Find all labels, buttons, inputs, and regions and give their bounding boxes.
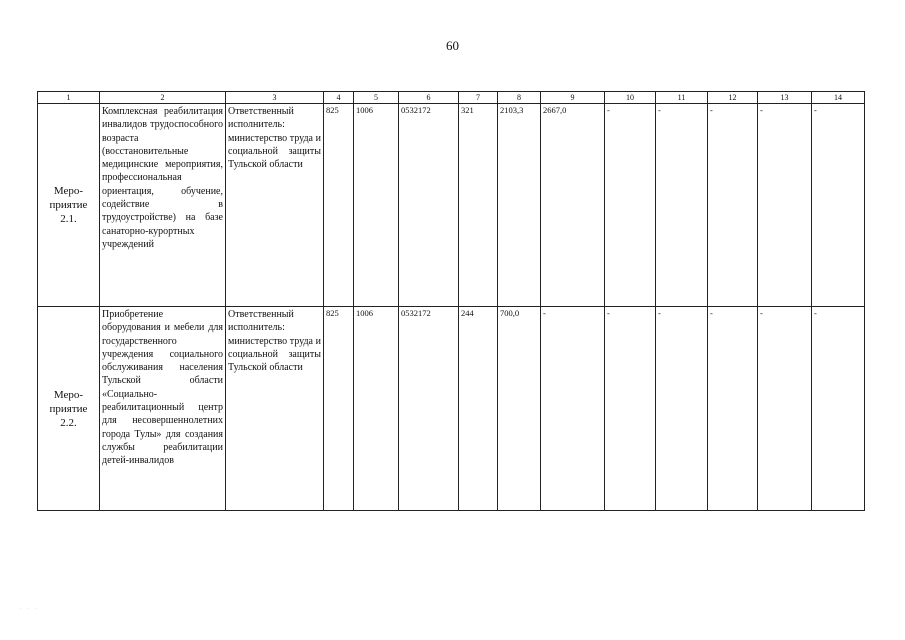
grbs-code: 825 <box>324 104 354 307</box>
column-header: 4 <box>324 92 354 104</box>
event-label-line: Меро- <box>53 185 84 197</box>
value-cell: - <box>758 104 812 307</box>
column-header: 6 <box>399 92 459 104</box>
event-label-line: приятие <box>49 402 88 415</box>
column-header: 13 <box>758 92 812 104</box>
event-label-line: 2.1. <box>60 213 77 225</box>
value-cell: - <box>812 307 865 511</box>
csr-code: 0532172 <box>399 307 459 511</box>
csr-code: 0532172 <box>399 104 459 307</box>
table-row <box>38 104 865 307</box>
value-cell: - <box>605 307 656 511</box>
value-cell: - <box>541 307 605 511</box>
value-cell: - <box>656 307 708 511</box>
event-label-line: приятие <box>49 199 88 211</box>
column-header: 10 <box>605 92 656 104</box>
header-row <box>38 92 865 104</box>
column-header: 14 <box>812 92 865 104</box>
column-header: 5 <box>354 92 399 104</box>
responsible-executor: Ответственный исполнитель: министерство труда и социальной защиты Тульской области <box>226 104 324 307</box>
page-number: 60 <box>446 38 459 53</box>
event-description: Комплексная реабилитация инвалидов трудоспособного возраста (восстановительные медицинские мероприятия, профессиональная ориентация, обучение, содействие в трудоустройстве) на базе санаторно-курортных учреждений <box>100 104 226 307</box>
vr-code: 244 <box>459 307 498 511</box>
column-header: 11 <box>656 92 708 104</box>
value-cell: - <box>758 307 812 511</box>
responsible-executor: Ответственный исполнитель: министерство труда и социальной защиты Тульской области <box>226 307 324 511</box>
column-header: 9 <box>541 92 605 104</box>
value-cell: - <box>708 104 758 307</box>
rzpr-code: 1006 <box>354 104 399 307</box>
event-label-line: 2.2. <box>60 416 77 429</box>
column-header: 3 <box>226 92 324 104</box>
scan-artifact: · · · <box>20 606 39 612</box>
column-header: 7 <box>459 92 498 104</box>
value-cell: - <box>708 307 758 511</box>
value-cell: - <box>605 104 656 307</box>
event-label-cell <box>38 307 100 511</box>
column-header: 8 <box>498 92 541 104</box>
column-header: 2 <box>100 92 226 104</box>
value-cell: 2103,3 <box>498 104 541 307</box>
vr-code: 321 <box>459 104 498 307</box>
budget-table <box>37 91 865 511</box>
event-label-line: Меро- <box>53 388 84 401</box>
column-header: 12 <box>708 92 758 104</box>
value-cell: 2667,0 <box>541 104 605 307</box>
table-row <box>38 307 865 511</box>
value-cell: 700,0 <box>498 307 541 511</box>
event-description: Приобретение оборудования и мебели для государственного учреждения социального обслуживания населения Тульской области «Социально-реабилитационный центр для несовершеннолетних города Тулы» для создания службы реабилитации детей-инвалидов <box>100 307 226 511</box>
value-cell: - <box>812 104 865 307</box>
value-cell: - <box>656 104 708 307</box>
column-header: 1 <box>38 92 100 104</box>
grbs-code: 825 <box>324 307 354 511</box>
rzpr-code: 1006 <box>354 307 399 511</box>
event-label-cell <box>38 104 100 307</box>
